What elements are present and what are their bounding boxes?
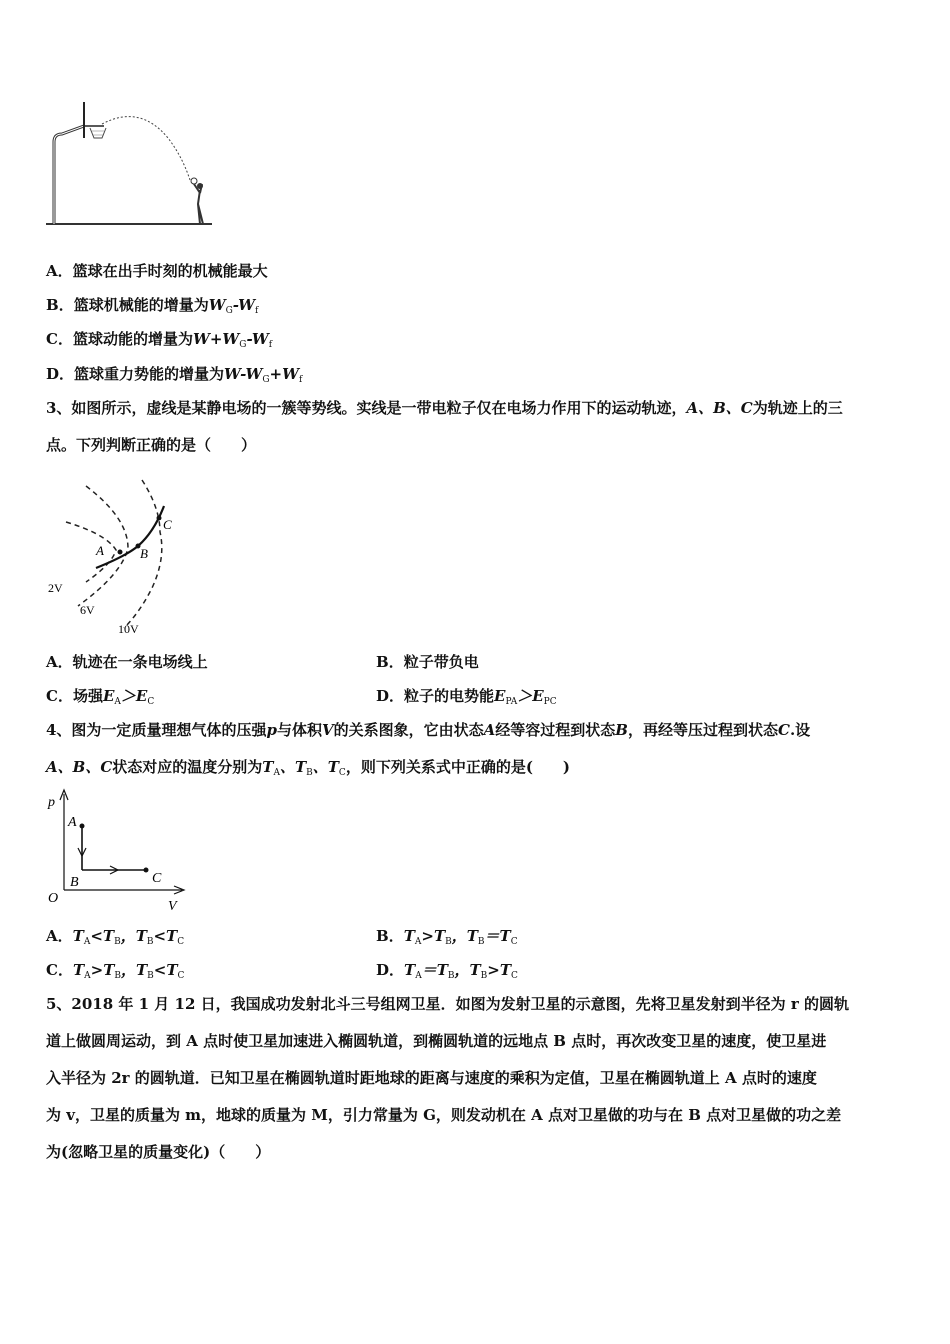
fig3-potential-2v: 2V	[48, 581, 63, 595]
q4-stem-line2: A、B、C状态对应的温度分别为$T_A$、$T_B$、$T_C$，则下列关系式中正确的是( )	[46, 758, 571, 778]
q2-option-d[interactable]: D．篮球重力势能的增量为$W-W_G+W_f$	[46, 365, 303, 385]
fig3-potential-6v: 6V	[80, 603, 95, 617]
pv-graph-figure	[42, 786, 192, 912]
q4-option-d[interactable]: D．$T_A=T_B$，$T_B>T_C$	[376, 961, 518, 981]
fig4-point-c: C	[152, 871, 162, 886]
q3-option-a[interactable]: A．轨迹在一条电场线上	[46, 653, 208, 671]
q5-line-1: 5、2018 年 1 月 12 日，我国成功发射北斗三号组网卫星．如图为发射卫星的示意图，先将卫星发射到半径为 r 的圆轨	[46, 995, 849, 1013]
q2-option-c[interactable]: C．篮球动能的增量为$W+W_G-W_f$	[46, 330, 273, 350]
fig4-point-a: A	[68, 815, 77, 830]
q4-option-c[interactable]: C．$T_A>T_B$，$T_B<T_C$	[46, 961, 185, 981]
fig3-label-c: C	[163, 517, 172, 532]
fig4-axis-v: V	[168, 899, 177, 912]
equipotential-figure	[42, 478, 192, 638]
q3-stem-line2: 点。下列判断正确的是（ ）	[46, 436, 257, 454]
q5-line-3: 入半径为 2r 的圆轨道．已知卫星在椭圆轨道时距地球的距离与速度的乘积为定值，卫星在椭圆轨道上 A 点时的速度	[46, 1069, 817, 1087]
q5-line-2: 道上做圆周运动，到 A 点时使卫星加速进入椭圆轨道，到椭圆轨道的远地点 B 点时，再次改变卫星的速度，使卫星进	[46, 1032, 827, 1050]
q4-stem-line1: 4、图为一定质量理想气体的压强p与体积V的关系图象，它由状态A经等容过程到状态B，再经等压过程到状态C.设	[46, 721, 811, 739]
fig4-axis-p: p	[48, 795, 55, 810]
q3-option-d[interactable]: D．粒子的电势能$E_{PA}>E_{PC}$	[376, 687, 557, 707]
q5-line-5: 为(忽略卫星的质量变化)（ ）	[46, 1143, 271, 1161]
fig3-label-b: B	[140, 546, 148, 561]
fig4-point-b: B	[70, 875, 79, 890]
q4-option-a[interactable]: A．$T_A<T_B$，$T_B<T_C$	[46, 927, 185, 947]
basketball-figure	[40, 98, 220, 230]
q5-line-4: 为 v，卫星的质量为 m，地球的质量为 M，引力常量为 G，则发动机在 A 点对卫星做的功与在 B 点对卫星做的功之差	[46, 1106, 842, 1124]
fig3-potential-10v: 10V	[118, 622, 139, 636]
q2-option-b[interactable]: B．篮球机械能的增量为$W_G-W_f$	[46, 296, 259, 316]
q2-option-a[interactable]: A．篮球在出手时刻的机械能最大	[46, 262, 268, 280]
q3-stem-line1: 3、如图所示，虚线是某静电场的一簇等势线。实线是一带电粒子仅在电场力作用下的运动轨迹，A、B、C为轨迹上的三	[46, 399, 843, 417]
fig3-label-a: A	[96, 543, 104, 558]
q3-option-b[interactable]: B．粒子带负电	[376, 653, 479, 671]
q4-option-b[interactable]: B．$T_A>T_B$，$T_B=T_C$	[376, 927, 518, 947]
q3-option-c[interactable]: C．场强$E_A>E_C$	[46, 687, 155, 707]
fig4-origin: O	[48, 891, 59, 906]
